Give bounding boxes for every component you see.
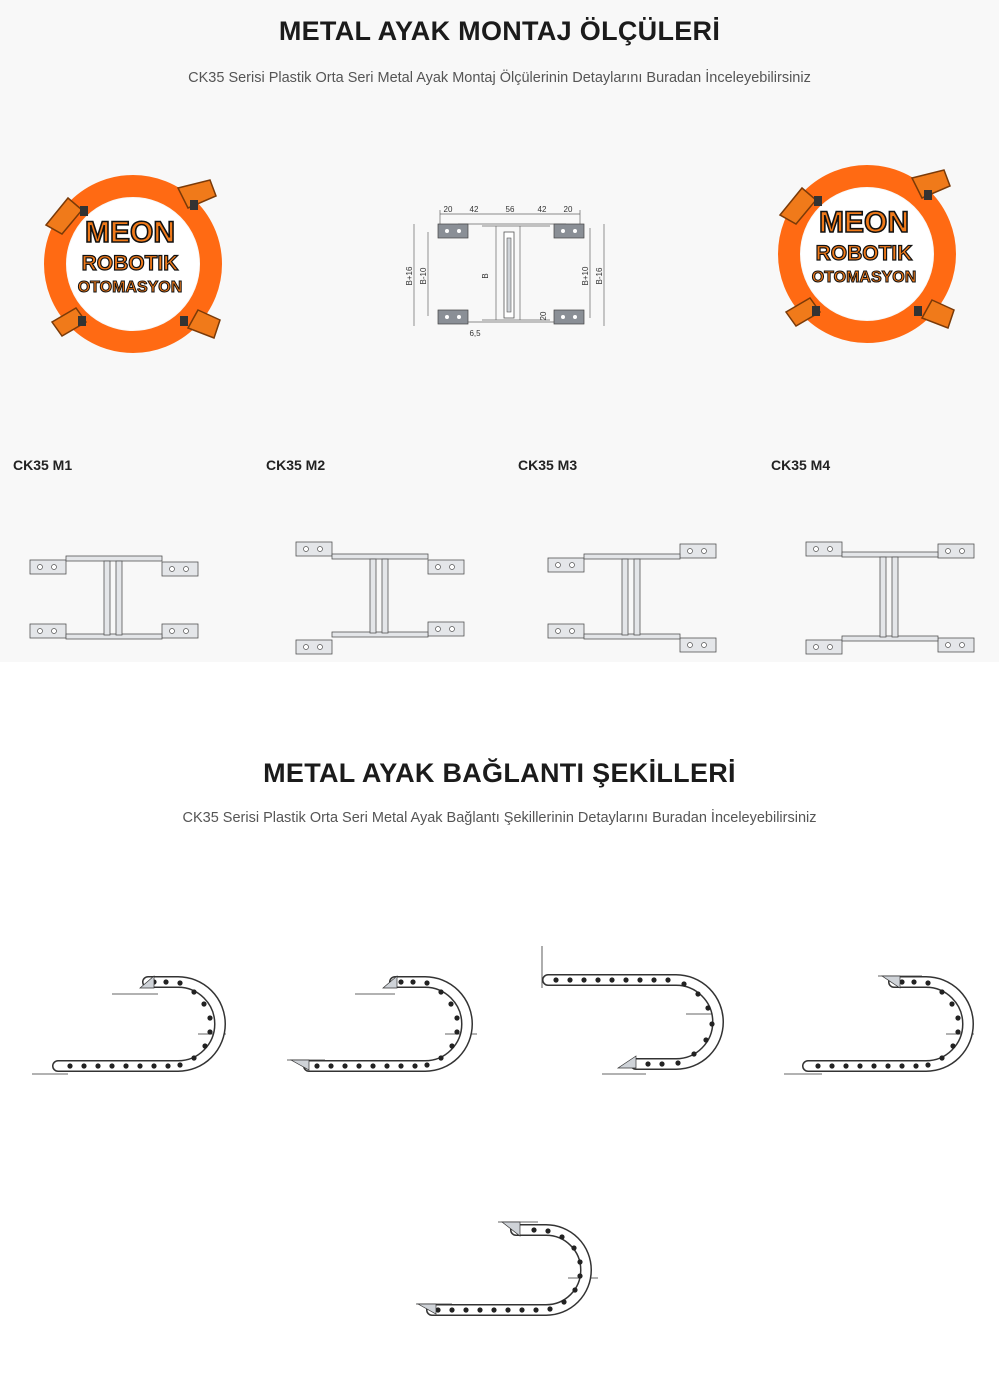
model-label-m4: CK35 M4 [771,457,831,473]
dim-left-inner: B-10 [419,267,428,285]
model-drawing-m2 [286,532,476,658]
model-drawing-m3 [538,532,728,658]
dim-top-5: 20 [563,205,573,214]
logo-text-otomasyon: OTOMASYON [77,279,183,296]
dim-top-3: 56 [505,205,515,214]
model-label-m2: CK35 M2 [266,457,326,473]
logo-text-robotik: ROBOTIK [815,242,913,265]
mounting-dimension-drawing [400,198,616,344]
dim-right-inner: B-16 [595,267,604,285]
connection-diagram-2 [285,970,480,1080]
mounting-section-subtitle: CK35 Serisi Plastik Orta Seri Metal Ayak Montaj Ölçülerinin Detaylarını Buradan İnceleyebilirsiniz [188,70,811,86]
model-label-m1: CK35 M1 [13,457,73,473]
connection-section-title: METAL AYAK BAĞLANTI ŞEKİLLERİ [263,758,736,788]
logo-text-otomasyon: OTOMASYON [811,269,917,286]
dim-top-1: 20 [443,205,453,214]
dim-center: B [481,273,490,279]
dim-top-2: 42 [469,205,479,214]
logo-text-robotik: ROBOTIK [81,252,179,275]
meon-logo-right [772,160,962,350]
connection-diagram-4 [782,970,977,1080]
dim-bottom: 6,5 [469,329,481,338]
model-drawing-m4 [796,532,986,660]
dim-top-4: 42 [537,205,547,214]
logo-graphic [772,160,962,350]
mounting-section-title: METAL AYAK MONTAJ ÖLÇÜLERİ [278,16,721,46]
connection-diagram-1 [28,970,228,1080]
logo-graphic [38,170,228,360]
dim-left-outer: B+16 [405,266,414,286]
model-drawing-m1 [20,542,210,654]
meon-logo-left [38,170,228,360]
logo-text-meon: MEON [85,216,175,249]
dim-right-outer: B+10 [581,266,590,286]
model-label-m3: CK35 M3 [518,457,578,473]
logo-text-meon: MEON [819,206,909,239]
connection-diagram-5 [412,1218,602,1324]
dim-bottom-right: 20 [539,311,548,321]
connection-section-subtitle: CK35 Serisi Plastik Orta Seri Metal Ayak Bağlantı Şekillerinin Detaylarını Buradan İnceleyebilirsiniz [182,810,817,826]
connection-diagram-3 [536,944,726,1078]
